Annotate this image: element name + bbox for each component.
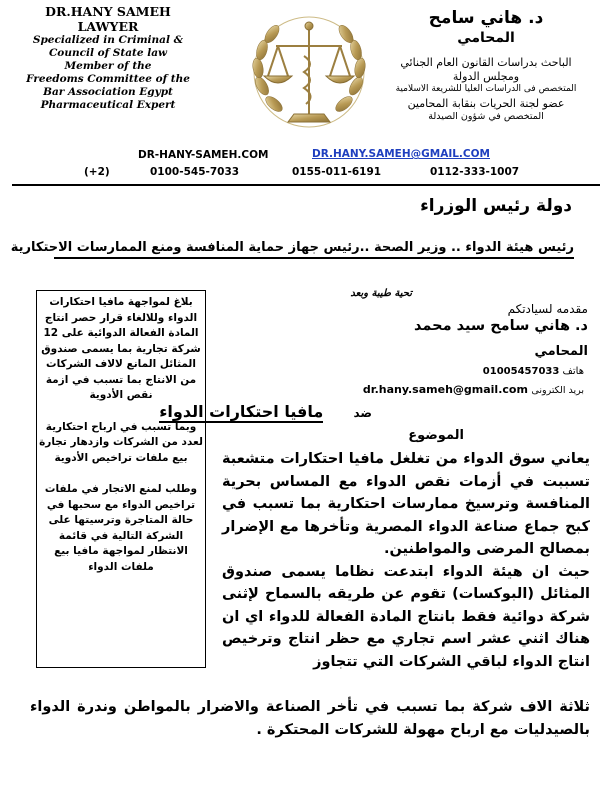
letter-body: [222, 448, 590, 673]
summary-box: [36, 290, 206, 668]
en-line: Member of the: [64, 60, 152, 72]
intro-line: مقدمه لسيادتكم: [507, 302, 588, 316]
against-value: مافيا احتكارات الدواء: [159, 402, 324, 421]
ar-line: المتخصص فى الدراسات العليا للشريعة الاسلامية: [395, 84, 577, 94]
summary-paragraph: بلاغ لمواجهة مافيا احتكارات الدواء وللالغاء قرار حصر انتاج المادة الفعالة الدوائية على 12 شركة تجارية بما يسمى صندوق المثائل المانع لالاف الشركات من الانتاج بما تسبب في ازمة نقص الأدوية: [41, 296, 201, 401]
en-title: LAWYER: [77, 19, 139, 34]
header-divider: [12, 184, 600, 186]
body-paragraph: يعاني سوق الدواء من تغلغل مافيا احتكارات متشعبة تسببت في أزمات نقص الدواء مع المساس بحرية المنافسة وترسيخ ممارسات احتكارية بما تسبب في كبح جماع صناعة الدواء المصرية وتأخرها مع الإضرار بمصالح المرضى والمواطنين.: [222, 451, 590, 557]
greeting: تحية طيبة وبعد: [350, 288, 412, 299]
ar-title: المحامي: [457, 30, 515, 46]
body-paragraph: حيث ان هيئة الدواء ابتدعت نظاما يسمى صندوق المثائل (البوكسات) تقوم عن طريقه بالسماح لإثنى شركة دوائية فقط بانتاج المادة الفعالة للدواء اي ان هناك اثني عشر اسم تجاري مع حظر انتاج وترخيص انتاج الدواء لباقي الشركات التي تتجاوز: [222, 563, 590, 670]
english-letterhead: [8, 4, 208, 112]
ar-line: الباحث بدراسات القانون العام الجنائي: [400, 56, 572, 69]
header-email-link[interactable]: DR.HANY.SAMEH@GMAIL.COM: [312, 148, 490, 160]
summary-paragraph: وطلب لمنع الاتجار في ملفات تراخيص الدواء مع سحبها في حالة المتاجرة وترسيتها على الشركة التالية في قائمة الانتظار لمواجهة مافيا بيع ملفات الدواء: [44, 483, 198, 573]
sender-title: المحامي: [534, 344, 588, 359]
en-line: Freedoms Committee of the: [26, 73, 190, 85]
sender-phone: [483, 366, 584, 377]
addressee-secondary: رئيس هيئة الدواء .. وزير الصحة ..رئيس جهاز حماية المنافسة ومنع الممارسات الاحتكارية: [54, 240, 574, 259]
phone-number: 0155-011-6191: [292, 166, 382, 178]
email-value[interactable]: dr.hany.sameh@gmail.com: [362, 383, 528, 396]
phone-label: هاتف: [562, 366, 584, 377]
en-line: Council of State law: [48, 47, 168, 59]
en-name: DR.HANY SAMEH: [45, 4, 171, 19]
letter-body-continued: ثلاثة الاف شركة بما تسبب في تأخر الصناعة والاضرار بالمواطن وندرة الدواء بالصيدليات مع ارباح مهولة للشركات المحتكرة .: [30, 699, 590, 738]
phone-value: 01005457033: [482, 366, 560, 377]
ar-name: د. هاني سامح: [428, 8, 544, 28]
en-line: Bar Association Egypt: [43, 86, 173, 98]
en-line: Specialized in Criminal &: [32, 34, 184, 46]
en-line: Pharmaceutical Expert: [40, 99, 176, 111]
ar-line: عضو لجنة الحريات بنقابة المحامين: [407, 96, 565, 110]
ar-line: ومجلس الدولة: [452, 69, 520, 83]
sender-name: د. هاني سامح سيد محمد: [414, 318, 588, 334]
addressee-primary: دولة رئيس الوزراء: [420, 196, 572, 216]
against-line: [159, 402, 372, 421]
phone-prefix: (+2): [84, 166, 110, 178]
phone-number: 0112-333-1007: [430, 166, 520, 178]
email-label: بريد الكترونى: [531, 385, 584, 396]
summary-paragraph: وبما تسبب في ارباح احتكارية لعدد من الشركات وازدهار تجارة بيع ملفات تراخيص الأدوية: [39, 420, 203, 464]
subject-label: الموضوع: [408, 428, 464, 443]
scales-of-justice-logo-icon: [248, 6, 370, 144]
ar-line: المتخصص في شؤون الصيدلة: [428, 111, 544, 122]
website-link[interactable]: DR-HANY-SAMEH.COM: [138, 149, 269, 161]
arabic-letterhead: [370, 8, 602, 124]
phone-number: 0100-545-7033: [150, 166, 240, 178]
sender-email: [363, 383, 584, 396]
against-label: ضد: [353, 406, 372, 420]
